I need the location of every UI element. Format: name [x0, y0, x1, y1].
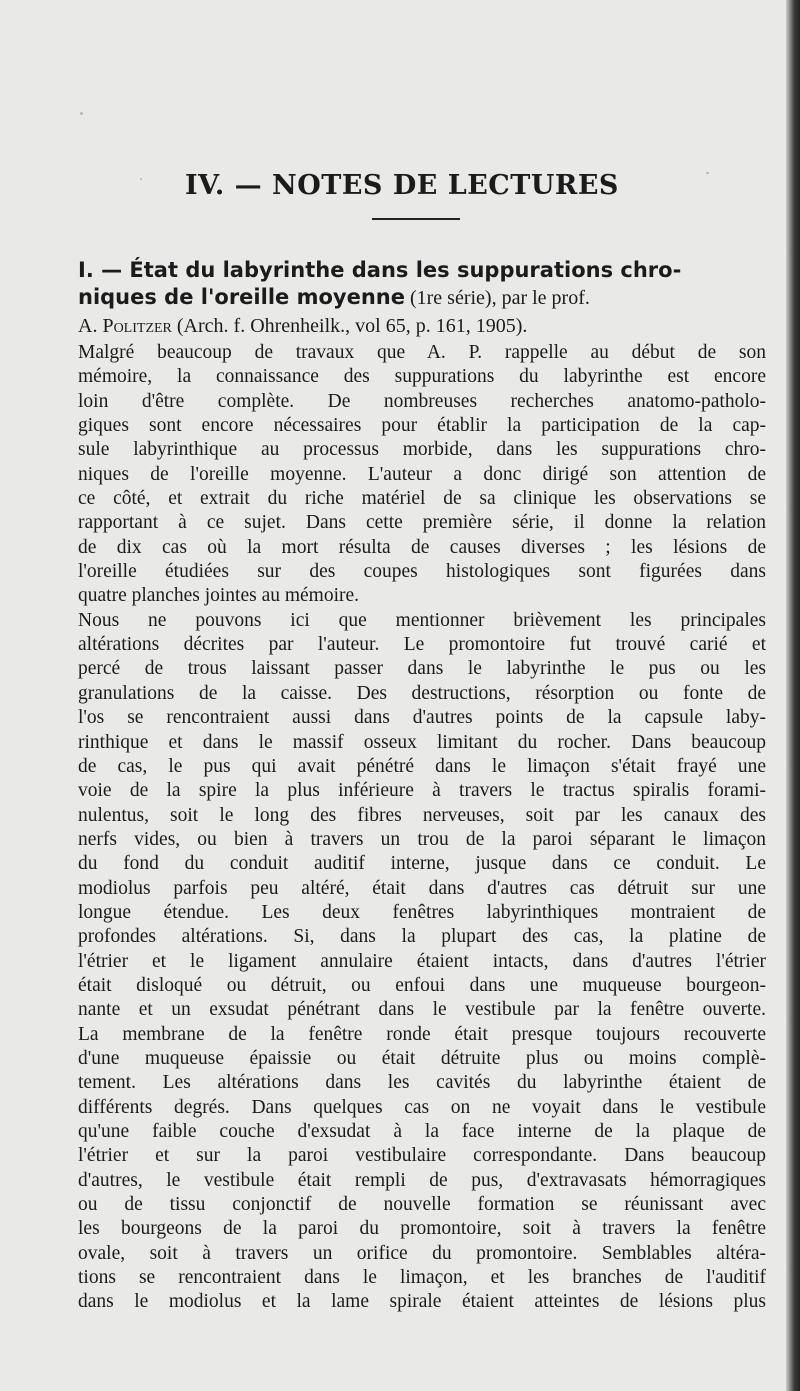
text-line: du fond du conduit auditif interne, jusque dans ce conduit. Le	[78, 853, 766, 875]
heading-rule	[372, 218, 460, 220]
text-line: mémoire, la connaissance des suppurations du labyrinthe est encore	[78, 366, 766, 388]
text-line: niques de l'oreille moyenne. L'auteur a donc dirigé son attention de	[78, 463, 766, 485]
text-line: l'étrier et le ligament annulaire étaient intacts, dans d'autres l'étrier	[78, 950, 766, 972]
text-line: était disloqué ou détruit, ou enfoui dans une muqueuse bourgeon-	[78, 974, 766, 996]
text-line: modiolus parfois peu altéré, était dans d'autres cas détruit sur une	[78, 877, 766, 899]
ink-speck	[140, 178, 142, 180]
text-line: percé de trous laissant passer dans le labyrinthe le pus ou les	[78, 658, 766, 680]
text-line: rinthique et dans le massif osseux limitant du rocher. Dans beaucoup	[78, 731, 766, 753]
title-line-3	[78, 312, 766, 340]
text-line: qu'une faible couche d'exsudat à la face interne de la plaque de	[78, 1121, 766, 1142]
ink-speck	[706, 172, 709, 174]
section-heading: IV. — NOTES DE LECTURES	[185, 170, 619, 201]
text-line: voie de la spire la plus inférieure à travers le tractus spiralis forami-	[78, 780, 766, 802]
article-title	[78, 257, 766, 340]
text-line: nerfs vides, ou bien à travers un trou de la paroi séparant le limaçon	[78, 828, 766, 850]
author-name: A. Politzer	[78, 315, 172, 337]
text-line: nulentus, soit le long des fibres nerveuses, soit par les canaux des	[78, 804, 766, 826]
text-line: de dix cas où la mort résulta de causes diverses ; les lésions de	[78, 536, 766, 558]
text-line: l'oreille étudiées sur des coupes histologiques sont figurées dans	[78, 561, 766, 583]
text-line: Nous ne pouvons ici que mentionner brièvement les principales	[78, 609, 766, 631]
text-line: La membrane de la fenêtre ronde était presque toujours recouverte	[78, 1023, 766, 1045]
binding-shadow	[786, 0, 800, 1391]
title-line-1	[78, 257, 766, 284]
text-line: d'une muqueuse épaissie ou était détruite plus ou moins complè-	[78, 1047, 766, 1069]
text-line: l'étrier et sur la paroi vestibulaire correspondante. Dans beaucoup	[78, 1145, 766, 1167]
text-line: tement. Les altérations dans les cavités du labyrinthe étaient de	[78, 1072, 766, 1094]
text-line: de cas, le pus qui avait pénétré dans le limaçon s'était frayé une	[78, 755, 766, 777]
text-line: nante et un exsudat pénétrant dans le vestibule par la fenêtre ouverte.	[78, 999, 766, 1021]
text-line: longue étendue. Les deux fenêtres labyrinthiques montraient de	[78, 901, 766, 923]
journal-reference: (Arch. f. Ohrenheilk., vol 65, p. 161, 1905).	[171, 315, 528, 337]
text-line: profondes altérations. Si, dans la plupart des cas, la platine de	[78, 926, 766, 948]
text-line: rapportant à ce sujet. Dans cette première série, il donne la relation	[78, 512, 766, 534]
text-line: quatre planches jointes au mémoire.	[78, 585, 360, 607]
text-line: altérations décrites par l'auteur. Le promontoire fut trouvé carié et	[78, 634, 766, 656]
title-line-2	[78, 284, 766, 312]
title-text: I. — État du labyrinthe dans les suppurations chro-	[78, 258, 682, 282]
text-line: tions se rencontraient dans le limaçon, et les branches de l'auditif	[78, 1267, 766, 1289]
ink-speck	[80, 112, 83, 115]
text-line: sule labyrinthique au processus morbide, dans les suppurations chro-	[78, 439, 766, 461]
text-line: loin d'être complète. De nombreuses recherches anatomo-patholo-	[78, 390, 766, 412]
text-line: granulations de la caisse. Des destructions, résorption ou fonte de	[78, 682, 766, 704]
text-line: différents degrés. Dans quelques cas on ne voyait dans le vestibule	[78, 1096, 766, 1118]
text-line: les bourgeons de la paroi du promontoire, soit à travers la fenêtre	[78, 1218, 766, 1240]
text-line: d'autres, le vestibule était rempli de pus, d'extravasats hémorragiques	[78, 1169, 766, 1191]
title-text: niques de l'oreille moyenne	[78, 285, 405, 309]
text-line: dans le modiolus et la lame spirale étaient atteintes de lésions plus	[78, 1291, 766, 1313]
text-line: ou de tissu conjonctif de nouvelle formation se réunissant avec	[78, 1194, 766, 1216]
text-line: Malgré beaucoup de travaux que A. P. rappelle au début de son	[78, 342, 766, 363]
text-line: ce côté, et extrait du riche matériel de sa clinique les observations se	[78, 488, 766, 510]
text-line: giques sont encore nécessaires pour établir la participation de la cap-	[78, 415, 766, 437]
text-line: l'os se rencontraient aussi dans d'autres points de la capsule laby-	[78, 707, 766, 729]
series-info: (1re série), par le prof.	[404, 287, 590, 309]
article-body	[78, 341, 766, 1315]
text-line: ovale, soit à travers un orifice du promontoire. Semblables altéra-	[78, 1242, 766, 1264]
